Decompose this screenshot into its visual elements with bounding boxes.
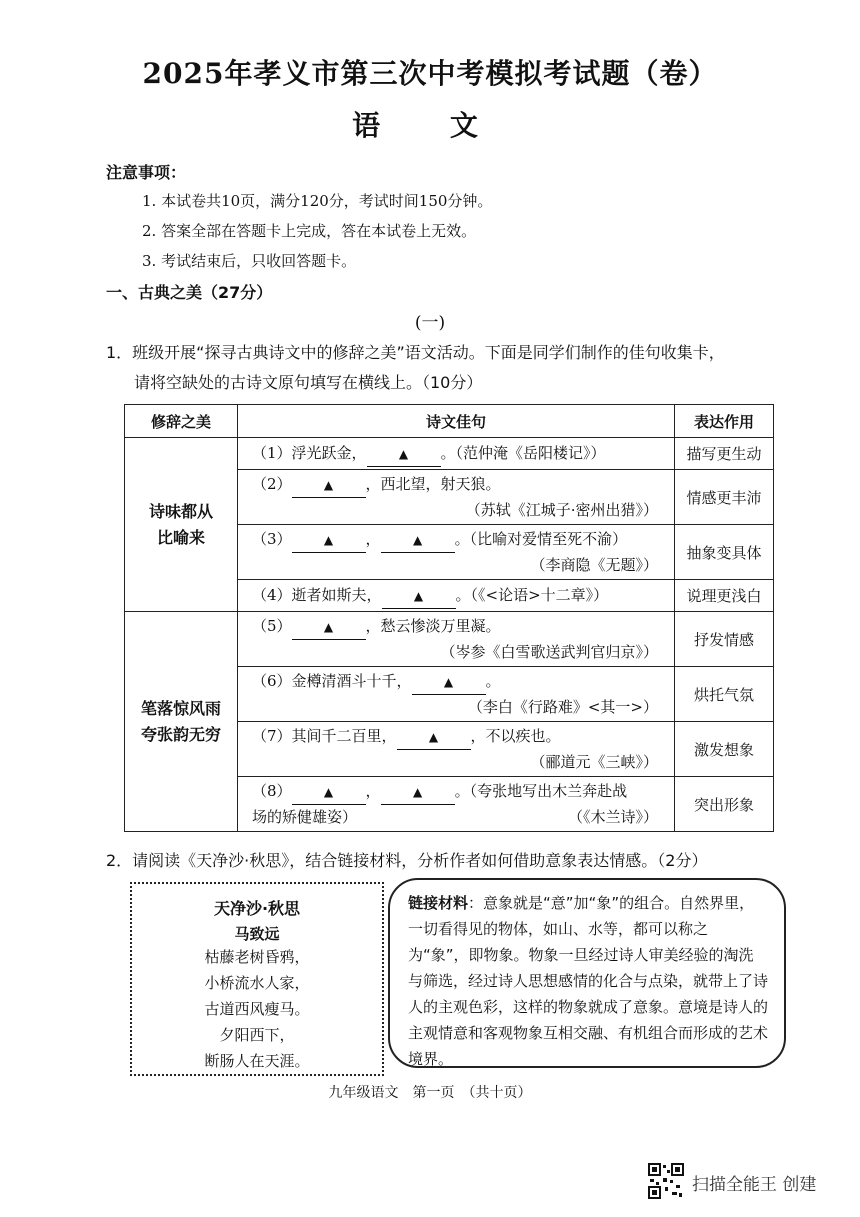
poem-box <box>130 882 384 1076</box>
poem-line: 古道西风瘦马。 <box>204 1000 310 1018</box>
verse-source: （郦道元《三峡》） <box>530 753 658 771</box>
poem-title: 天净沙·秋思 <box>213 899 301 918</box>
effect-cell: 激发想象 <box>675 722 774 777</box>
answer-blank[interactable] <box>292 614 366 640</box>
category-exaggeration <box>125 612 238 832</box>
verse-cell <box>238 470 675 525</box>
link-material-label: 链接材料 <box>408 894 469 912</box>
verse-text: （1）浮光跃金， <box>252 443 367 462</box>
subject-title: 语 文 <box>352 109 508 142</box>
verse-cell <box>238 438 675 470</box>
verse-text: 。（夸张地写出木兰奔赴战 <box>454 782 628 800</box>
table-row <box>125 438 774 470</box>
marker-icon: ▲ <box>443 675 454 689</box>
question-2: 2．请阅读《天净沙·秋思》，结合链接材料，分析作者如何借助意象表达情感。（2分） <box>106 851 708 870</box>
poem-line: 断肠人在天涯。 <box>204 1052 310 1070</box>
answer-blank[interactable] <box>382 583 456 609</box>
marker-icon: ▲ <box>412 533 423 547</box>
category-label: 笔落惊风雨夸张韵无穷 <box>140 698 221 744</box>
marker-icon: ▲ <box>323 533 334 547</box>
effect-cell: 突出形象 <box>675 777 774 832</box>
poem-line: 枯藤老树昏鸦， <box>204 948 310 966</box>
marker-icon: ▲ <box>323 620 334 634</box>
verse-text: 。（比喻对爱情至死不渝） <box>454 530 628 548</box>
verse-text: （8） <box>252 782 292 800</box>
verse-text: （2） <box>252 475 292 493</box>
answer-blank[interactable] <box>397 724 471 750</box>
table-row <box>125 612 774 667</box>
verse-text: （5） <box>252 617 292 635</box>
header-effect: 表达作用 <box>675 405 774 438</box>
verse-text: （7）其间千二百里， <box>252 727 397 745</box>
marker-icon: ▲ <box>323 785 334 799</box>
marker-icon: ▲ <box>323 478 334 492</box>
verse-text: （6）金樽清酒斗十千， <box>252 672 412 690</box>
poem-line: 小桥流水人家， <box>204 974 310 992</box>
answer-blank[interactable] <box>292 779 366 805</box>
verse-card-table <box>124 404 774 832</box>
answer-blank[interactable] <box>292 527 366 553</box>
category-metaphor <box>125 438 238 612</box>
section-heading: 一、古典之美（27分） <box>106 283 273 302</box>
category-label: 诗味都从比喻来 <box>148 501 213 547</box>
marker-icon: ▲ <box>413 588 424 603</box>
question-1 <box>106 338 806 398</box>
verse-text: 。（《<论语>十二章》） <box>455 585 609 604</box>
notice-item: 3. 考试结束后，只收回答题卡。 <box>142 252 357 270</box>
table-header-row <box>125 405 774 438</box>
verse-text: 。 <box>485 672 501 690</box>
header-rhetoric: 修辞之美 <box>125 405 238 438</box>
question-1-line1: 1．班级开展“探寻古典诗文中的修辞之美”语文活动。下面是同学们制作的佳句收集卡， <box>106 343 725 362</box>
link-material-box <box>388 878 786 1068</box>
verse-source: （《木兰诗》） <box>567 808 658 826</box>
effect-cell: 说理更浅白 <box>675 580 774 612</box>
verse-source: （岑参《白雪歌送武判官归京》） <box>440 643 658 661</box>
marker-icon: ▲ <box>412 785 423 799</box>
answer-blank[interactable] <box>381 527 455 553</box>
effect-cell: 描写更生动 <box>675 438 774 470</box>
notice-item: 1. 本试卷共10页，满分120分，考试时间150分钟。 <box>142 192 493 210</box>
verse-text: 。（范仲淹《岳阳楼记》） <box>440 443 606 462</box>
verse-note: 场的矫健雄姿） <box>252 808 358 826</box>
question-1-line2: 请将空缺处的古诗文原句填写在横线上。（10分） <box>134 373 483 392</box>
page-footer: 九年级语文 第一页 （共十页） <box>328 1085 532 1101</box>
answer-blank[interactable] <box>381 779 455 805</box>
verse-source: （苏轼《江城子·密州出猎》） <box>465 501 658 519</box>
link-material-text: ：意象就是“意”加“象”的组合。自然界里，一切看得见的物体，如山、水等，都可以称之为“象”，即物象。物象一旦经过诗人审美经验的淘洗与筛选，经过诗人思想感情的化合与点染，就带上了诗人的主观色彩，这样的物象就成了意象。意境是诗人的主观情意和客观物象互相交融、有机组合而形成的艺术境界。 <box>408 894 769 1068</box>
exam-title: 2025年孝义市第三次中考模拟考试题（卷） <box>142 57 718 90</box>
marker-icon: ▲ <box>428 730 439 744</box>
verse-cell <box>238 580 675 612</box>
verse-cell <box>238 667 675 722</box>
verse-text: （4）逝者如斯夫， <box>252 585 382 604</box>
verse-text: ，愁云惨淡万里凝。 <box>365 617 501 635</box>
qr-code-icon <box>648 1163 684 1199</box>
effect-cell: 烘托气氛 <box>675 667 774 722</box>
effect-cell: 情感更丰沛 <box>675 470 774 525</box>
verse-cell: （8） ▲ ， ▲ 。（夸张地写出木兰奔赴战 场的矫健雄姿） （《木兰诗》） <box>238 777 675 832</box>
answer-blank[interactable] <box>292 472 366 498</box>
part-heading: (一) <box>414 313 446 333</box>
verse-cell <box>238 612 675 667</box>
verse-cell: （3） ▲ ， ▲ 。（比喻对爱情至死不渝） （李商隐《无题》） <box>238 525 675 580</box>
verse-text: ，不以疾也。 <box>470 727 561 745</box>
marker-icon: ▲ <box>398 446 409 461</box>
verse-text: ，西北望，射天狼。 <box>365 475 501 493</box>
verse-cell <box>238 722 675 777</box>
answer-blank[interactable] <box>412 669 486 695</box>
verse-text: （3） <box>252 530 292 548</box>
answer-blank[interactable] <box>367 441 441 467</box>
poem-author: 马致远 <box>234 925 280 943</box>
notice-heading: 注意事项： <box>106 163 187 182</box>
verse-source: （李商隐《无题》） <box>530 556 658 574</box>
effect-cell: 抽象变具体 <box>675 525 774 580</box>
effect-cell: 抒发情感 <box>675 612 774 667</box>
header-verse: 诗文佳句 <box>238 405 675 438</box>
poem-line: 夕阳西下， <box>219 1026 295 1044</box>
notice-item: 2. 答案全部在答题卡上完成，答在本试卷上无效。 <box>142 222 477 240</box>
verse-source: （李白《行路难》<其一>） <box>467 698 658 716</box>
scanner-watermark: 扫描全能王 创建 <box>692 1175 817 1195</box>
